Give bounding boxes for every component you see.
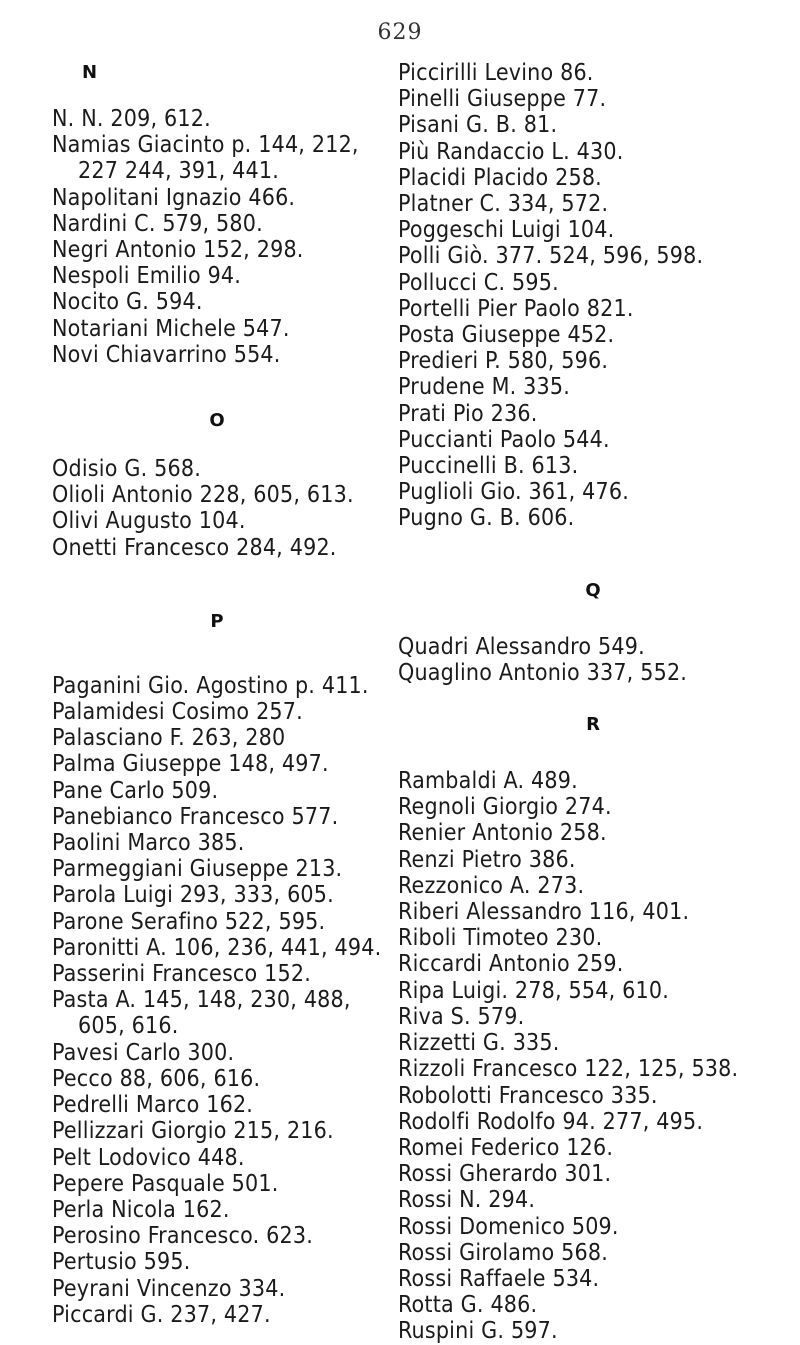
section-P — [52, 609, 382, 1328]
index-entry: Ripa Luigi. 278, 554, 610. — [398, 977, 670, 1004]
index-entry: Pisani G. B. 81. — [398, 112, 558, 139]
index-entry: Più Randaccio L. 430. — [398, 138, 624, 165]
index-entry: Napolitani Ignazio 466. — [52, 184, 296, 211]
index-entry: Pasta A. 145, 148, 230, 488, 605, 616. — [52, 987, 358, 1040]
index-entry: Platner C. 334, 572. — [398, 191, 609, 218]
index-entry: Rossi Domenico 509. — [398, 1213, 619, 1240]
index-entry: Palasciano F. 263, 280 — [52, 725, 286, 752]
index-entry: Puccinelli B. 613. — [398, 453, 579, 480]
index-entry: Nespoli Emilio 94. — [52, 263, 242, 290]
index-entry: Rodolfi Rodolfo 94. 277, 495. — [398, 1108, 704, 1135]
index-entry: Rizzetti G. 335. — [398, 1030, 560, 1057]
entry-list-P-continued — [398, 60, 788, 532]
index-entry: Pane Carlo 509. — [52, 777, 219, 804]
section-P-continued — [398, 60, 788, 532]
index-entry: Paolini Marco 385. — [52, 830, 245, 857]
entry-list-Q — [398, 634, 788, 686]
index-entry: Olioli Antonio 228, 605, 613. — [52, 482, 354, 509]
entry-list-O — [52, 456, 382, 561]
index-entry: Ruspini G. 597. — [398, 1318, 558, 1345]
index-entry: Pugno G. B. 606. — [398, 505, 575, 532]
index-entry: Olivi Augusto 104. — [52, 508, 246, 535]
index-entry: Perla Nicola 162. — [52, 1196, 230, 1223]
entry-list-R — [398, 768, 788, 1344]
index-entry: Rezzonico A. 273. — [398, 872, 585, 899]
index-entry: Peyrani Vincenzo 334. — [52, 1275, 286, 1302]
index-entry: Odisio G. 568. — [52, 456, 201, 483]
section-O — [52, 408, 382, 561]
index-entry: Parmeggiani Giuseppe 213. — [52, 856, 343, 883]
index-entry: Rizzoli Francesco 122, 125, 538. — [398, 1056, 739, 1083]
index-entry: Palma Giuseppe 148, 497. — [52, 751, 329, 778]
index-entry: Regnoli Giorgio 274. — [398, 794, 612, 821]
index-entry: Novi Chiavarrino 554. — [52, 341, 281, 368]
section-letter-O: O — [209, 410, 225, 432]
index-entry: Rossi Raffaele 534. — [398, 1265, 600, 1292]
index-entry: Polli Giò. 377. 524, 596, 598. — [398, 243, 704, 270]
index-entry: Prudene M. 335. — [398, 374, 571, 401]
index-entry: Portelli Pier Paolo 821. — [398, 295, 634, 322]
index-entry: Namias Giacinto p. 144, 212, 227 244, 391, 441. — [52, 132, 366, 185]
left-column — [52, 60, 382, 1328]
index-entry: Renier Antonio 258. — [398, 820, 607, 847]
index-entry: Riva S. 579. — [398, 1003, 525, 1030]
index-entry: Posta Giuseppe 452. — [398, 322, 615, 349]
right-column — [398, 60, 788, 1345]
index-entry: Perosino Francesco. 623. — [52, 1223, 313, 1250]
section-letter-R: R — [586, 714, 600, 736]
index-entry: Pepere Pasquale 501. — [52, 1170, 279, 1197]
index-entry: Prati Pio 236. — [398, 400, 538, 427]
index-entry: Rossi Girolamo 568. — [398, 1239, 608, 1266]
index-entry: Pavesi Carlo 300. — [52, 1039, 235, 1066]
index-entry: Negri Antonio 152, 298. — [52, 237, 304, 264]
index-entry: Pedrelli Marco 162. — [52, 1092, 254, 1119]
index-entry: Pellizzari Giorgio 215, 216. — [52, 1118, 334, 1145]
index-entry: Romei Federico 126. — [398, 1134, 614, 1161]
index-entry: Palamidesi Cosimo 257. — [52, 699, 303, 726]
index-entry: Quadri Alessandro 549. — [398, 633, 645, 660]
index-entry: Puglioli Gio. 361, 476. — [398, 479, 630, 506]
index-entry: Pelt Lodovico 448. — [52, 1144, 245, 1171]
index-entry: Pinelli Giuseppe 77. — [398, 86, 607, 113]
section-R — [398, 712, 788, 1344]
section-letter-N: N — [82, 62, 98, 83]
index-entry: Passerini Francesco 152. — [52, 961, 311, 988]
index-entry: Pollucci C. 595. — [398, 269, 559, 296]
section-Q — [398, 578, 788, 686]
page-number: 629 — [377, 20, 423, 45]
index-entry: Rossi N. 294. — [398, 1187, 536, 1214]
index-entry: Panebianco Francesco 577. — [52, 803, 339, 830]
section-N — [52, 60, 382, 368]
index-entry: Renzi Pietro 386. — [398, 846, 576, 873]
index-entry: Riboli Timoteo 230. — [398, 925, 603, 952]
index-entry: Notariani Michele 547. — [52, 315, 290, 342]
index-entry: Paganini Gio. Agostino p. 411. — [52, 672, 369, 699]
index-entry: Predieri P. 580, 596. — [398, 348, 609, 375]
index-entry: Pertusio 595. — [52, 1249, 191, 1276]
section-letter-Q: Q — [585, 579, 601, 601]
index-entry: Piccardi G. 237, 427. — [52, 1301, 271, 1328]
index-entry: Robolotti Francesco 335. — [398, 1082, 658, 1109]
index-entry: Piccirilli Levino 86. — [398, 60, 594, 86]
section-letter-P: P — [210, 610, 224, 632]
index-entry: Puccianti Paolo 544. — [398, 426, 610, 453]
index-entry: Paronitti A. 106, 236, 441, 494. — [52, 934, 382, 961]
index-entry: Pecco 88, 606, 616. — [52, 1065, 261, 1092]
index-entry: Parola Luigi 293, 333, 605. — [52, 882, 334, 909]
index-entry: Poggeschi Luigi 104. — [398, 217, 615, 244]
entry-list-N — [52, 106, 382, 368]
index-entry: Nardini C. 579, 580. — [52, 210, 263, 237]
index-entry: N. N. 209, 612. — [52, 106, 211, 132]
index-entry: Riccardi Antonio 259. — [398, 951, 624, 978]
index-entry: Placidi Placido 258. — [398, 164, 602, 191]
index-entry: Riberi Alessandro 116, 401. — [398, 899, 690, 926]
index-entry: Nocito G. 594. — [52, 289, 203, 316]
index-entry: Parone Serafino 522, 595. — [52, 908, 326, 935]
index-entry: Rotta G. 486. — [398, 1292, 538, 1319]
index-entry: Quaglino Antonio 337, 552. — [398, 659, 688, 686]
index-entry: Rossi Gherardo 301. — [398, 1161, 612, 1188]
index-entry: Onetti Francesco 284, 492. — [52, 534, 337, 561]
entry-list-P — [52, 673, 382, 1328]
index-entry: Rambaldi A. 489. — [398, 768, 578, 795]
